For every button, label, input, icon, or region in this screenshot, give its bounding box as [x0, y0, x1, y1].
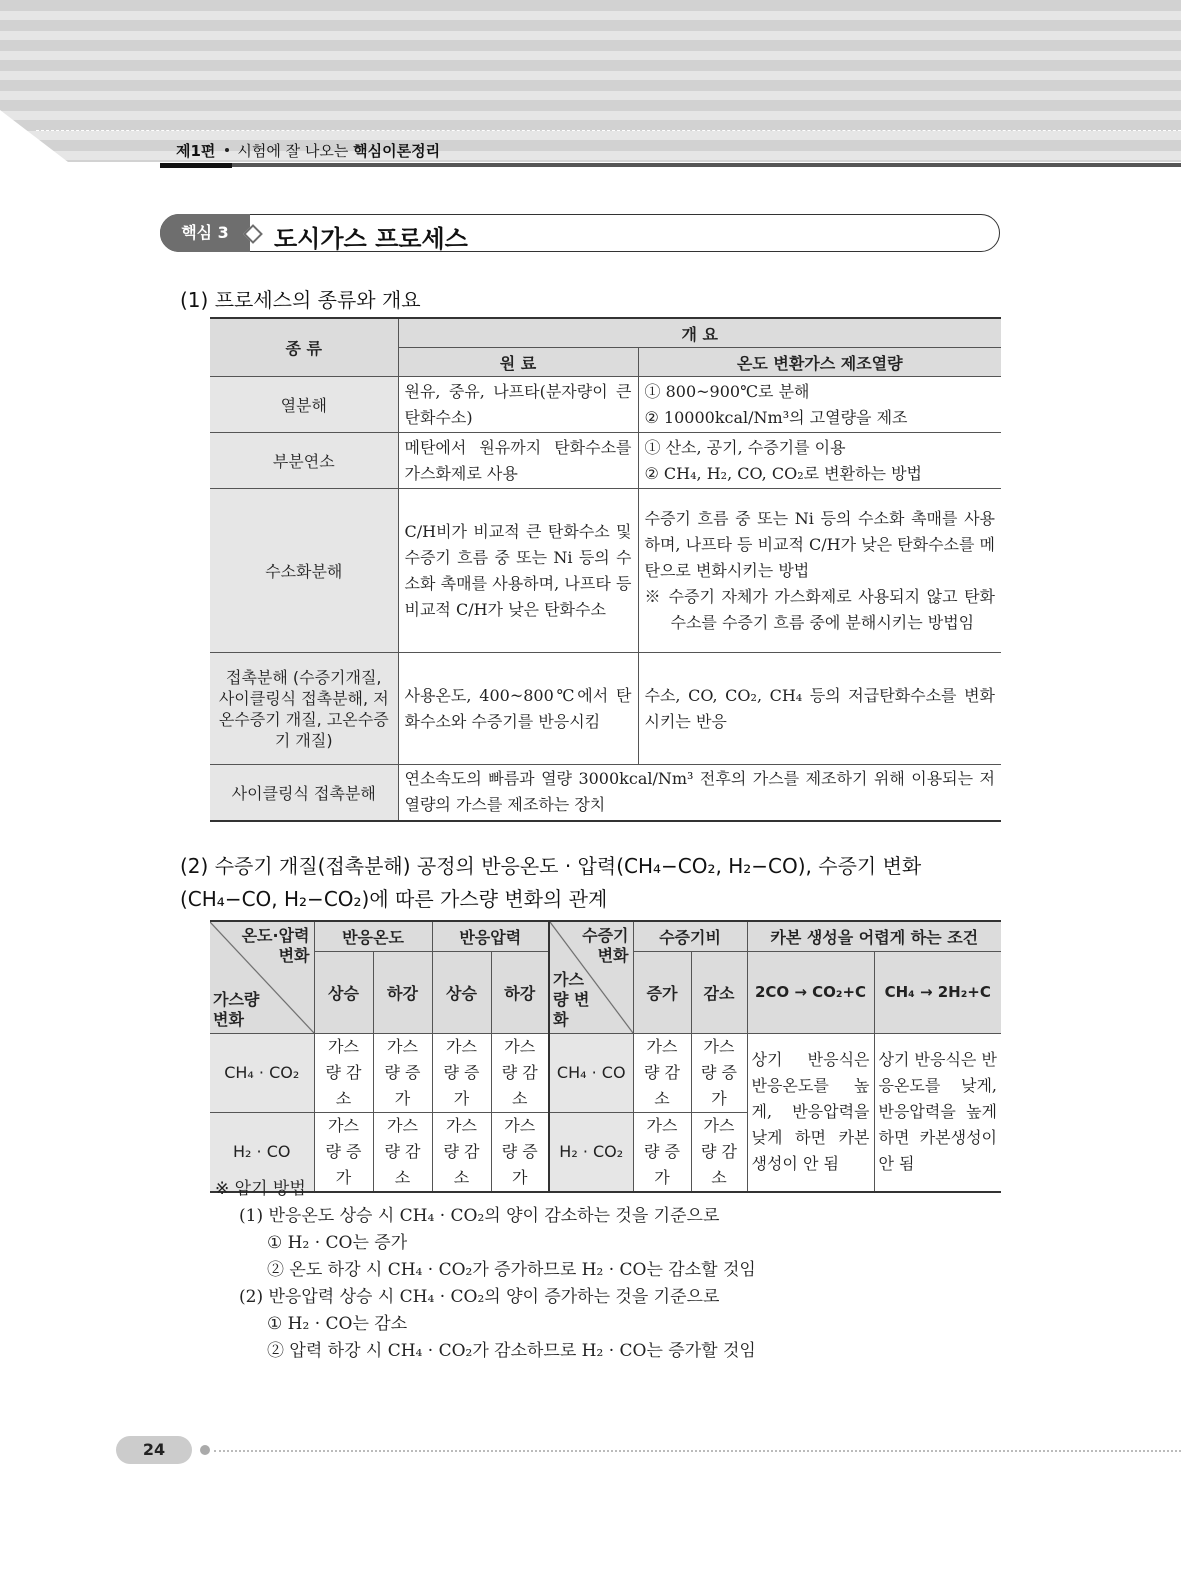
header-dot-icon [225, 148, 229, 152]
raw-cell: 원유, 중유, 나프타(분자량이 큰 탄화수소) [398, 377, 638, 433]
temp-cell [638, 377, 1001, 433]
notes-line: ① H₂ · CO는 증가 [267, 1233, 408, 1253]
header-up: 상승 [314, 951, 373, 1033]
gas-label-cell: H₂ · CO₂ [549, 1112, 633, 1192]
header-part: 제1편 [176, 142, 216, 160]
diag-top-label: 수증기 변화 [582, 926, 629, 965]
gas-label-cell: H₂ · CO [210, 1112, 314, 1192]
value-cell: 가스량 증가 [432, 1033, 491, 1112]
temp-line: 수증기 흐름 중 또는 Ni 등의 수소화 촉매를 사용하며, 나프타 등 비교적 C/H가 낮은 탄화수소를 메탄으로 변화시키는 방법 [644, 508, 995, 580]
running-header [176, 140, 440, 161]
table-header-row [210, 318, 1001, 348]
carbon-note-cell: 상기 반응식은 반응온도를 낮게, 반응압력을 높게 하면 카본생성이 안 됨 [874, 1033, 1001, 1192]
type-cell: 열분해 [210, 377, 398, 433]
type-cell: 접촉분해 (수증기개질, 사이클링식 접촉분해, 저온수증기 개질, 고온수증기 개질) [210, 653, 398, 765]
notes-line: (2) 반응압력 상승 시 CH₄ · CO₂의 양이 증가하는 것을 기준으로 [239, 1287, 720, 1307]
subheading-1: (1) 프로세스의 종류와 개요 [180, 288, 421, 312]
table-header-row [210, 921, 1001, 951]
section-badge: 핵심 3 [160, 214, 250, 252]
header-down: 하강 [373, 951, 432, 1033]
subheading-2: (2) 수증기 개질(접촉분해) 공정의 반응온도 · 압력(CH₄−CO₂, H₂−CO), 수증기 변화(CH₄−CO, H₂−CO₂)에 따른 가스량 변화의 관계 [180, 854, 922, 911]
header-decrease: 감소 [691, 951, 747, 1033]
temp-line: ① 산소, 공기, 수증기를 이용 [644, 437, 846, 457]
value-cell: 가스량 증가 [633, 1112, 691, 1192]
type-cell: 부분연소 [210, 433, 398, 489]
diag-bottom-label: 가스량 변화 [553, 969, 590, 1029]
page-number: 24 [116, 1436, 192, 1464]
temp-cell: 수소, CO, CO₂, CH₄ 등의 저급탄화수소를 변화시키는 반응 [638, 653, 1001, 765]
gas-label-cell: CH₄ · CO [549, 1033, 633, 1112]
notes-line: (1) 반응온도 상승 시 CH₄ · CO₂의 양이 감소하는 것을 기준으로 [239, 1206, 720, 1226]
temp-cell [638, 433, 1001, 489]
table-row [210, 489, 1001, 653]
type-cell: 사이클링식 접촉분해 [210, 765, 398, 821]
diagonal-header-1 [210, 921, 314, 1033]
table-row [210, 765, 1001, 821]
value-cell: 가스량 증가 [314, 1112, 373, 1192]
value-cell: 가스량 감소 [633, 1033, 691, 1112]
carbon-note-cell: 상기 반응식은 반응온도를 높게, 반응압력을 낮게 하면 카본생성이 안 됨 [747, 1033, 874, 1192]
header-raw: 원 료 [398, 348, 638, 377]
type-cell: 수소화분해 [210, 489, 398, 653]
value-cell: 가스량 증가 [691, 1033, 747, 1112]
footer-dotted-line [214, 1450, 1181, 1452]
table-row [210, 1033, 1001, 1112]
raw-cell: 메탄에서 원유까지 탄화수소를 가스화제로 사용 [398, 433, 638, 489]
temp-cell [638, 489, 1001, 653]
header-reaction-1: 2CO → CO₂+C [747, 951, 874, 1033]
temp-line: ② 10000kcal/Nm³의 고열량을 제조 [644, 407, 908, 427]
diag-bottom-label: 가스량 변화 [213, 989, 260, 1029]
notes-line: ② 압력 하강 시 CH₄ · CO₂가 감소하므로 H₂ · CO는 증가할 것임 [267, 1341, 756, 1361]
header-rule-accent [160, 163, 232, 168]
header-rule [160, 163, 1181, 167]
value-cell: 가스량 증가 [373, 1033, 432, 1112]
temp-line: ① 800~900℃로 분해 [644, 381, 810, 401]
memorization-notes [215, 1176, 756, 1365]
header-up: 상승 [432, 951, 491, 1033]
value-cell: 가스량 감소 [491, 1033, 549, 1112]
header-temp: 온도 변환가스 제조열량 [638, 348, 1001, 377]
header-carbon-condition: 카본 생성을 어렵게 하는 조건 [747, 921, 1001, 951]
section-title: 도시가스 프로세스 [274, 225, 468, 253]
header-down: 하강 [491, 951, 549, 1033]
value-cell: 가스량 감소 [432, 1112, 491, 1192]
value-cell: 가스량 감소 [314, 1033, 373, 1112]
gas-label-cell: CH₄ · CO₂ [210, 1033, 314, 1112]
raw-cell: 사용온도, 400~800℃에서 탄화수소와 수증기를 반응시킴 [398, 653, 638, 765]
temp-note: ※ 수증기 자체가 가스화제로 사용되지 않고 탄화수소를 수증기 흐름 중에 분해시키는 방법임 [644, 586, 995, 632]
table-row [210, 377, 1001, 433]
header-reaction-pressure: 반응압력 [432, 921, 549, 951]
diagonal-header-2 [549, 921, 633, 1033]
header-reaction-2: CH₄ → 2H₂+C [874, 951, 1001, 1033]
header-steam-ratio: 수증기비 [633, 921, 747, 951]
header-type: 종 류 [210, 318, 398, 377]
temp-line: ② CH₄, H₂, CO, CO₂로 변환하는 방법 [644, 463, 922, 483]
notes-title: ※ 암기 방법 [215, 1179, 306, 1199]
footer-dot-icon [200, 1445, 210, 1455]
header-subtitle: 시험에 잘 나오는 [237, 142, 349, 160]
notes-line: ① H₂ · CO는 감소 [267, 1314, 408, 1334]
header-reaction-temp: 반응온도 [314, 921, 432, 951]
process-table [210, 317, 1001, 822]
table-row [210, 433, 1001, 489]
header-overview: 개 요 [398, 318, 1001, 348]
header-increase: 증가 [633, 951, 691, 1033]
gas-change-table [210, 920, 1001, 1193]
table-row [210, 653, 1001, 765]
header-stripes [0, 0, 1181, 162]
value-cell: 가스량 감소 [373, 1112, 432, 1192]
raw-cell: C/H비가 비교적 큰 탄화수소 및 수증기 흐름 중 또는 Ni 등의 수소화 촉매를 사용하며, 나프타 등 비교적 C/H가 낮은 탄화수소 [398, 489, 638, 653]
diag-top-label: 온도·압력 변화 [241, 926, 310, 965]
header-title: 핵심이론정리 [353, 142, 441, 160]
notes-line: ② 온도 하강 시 CH₄ · CO₂가 증가하므로 H₂ · CO는 감소할 것임 [267, 1260, 756, 1280]
value-cell: 가스량 증가 [491, 1112, 549, 1192]
value-cell: 가스량 감소 [691, 1112, 747, 1192]
cyclic-desc-cell: 연소속도의 빠름과 열량 3000kcal/Nm³ 전후의 가스를 제조하기 위해 이용되는 저열량의 가스를 제조하는 장치 [398, 765, 1001, 821]
header-dashed-line [36, 130, 1181, 131]
